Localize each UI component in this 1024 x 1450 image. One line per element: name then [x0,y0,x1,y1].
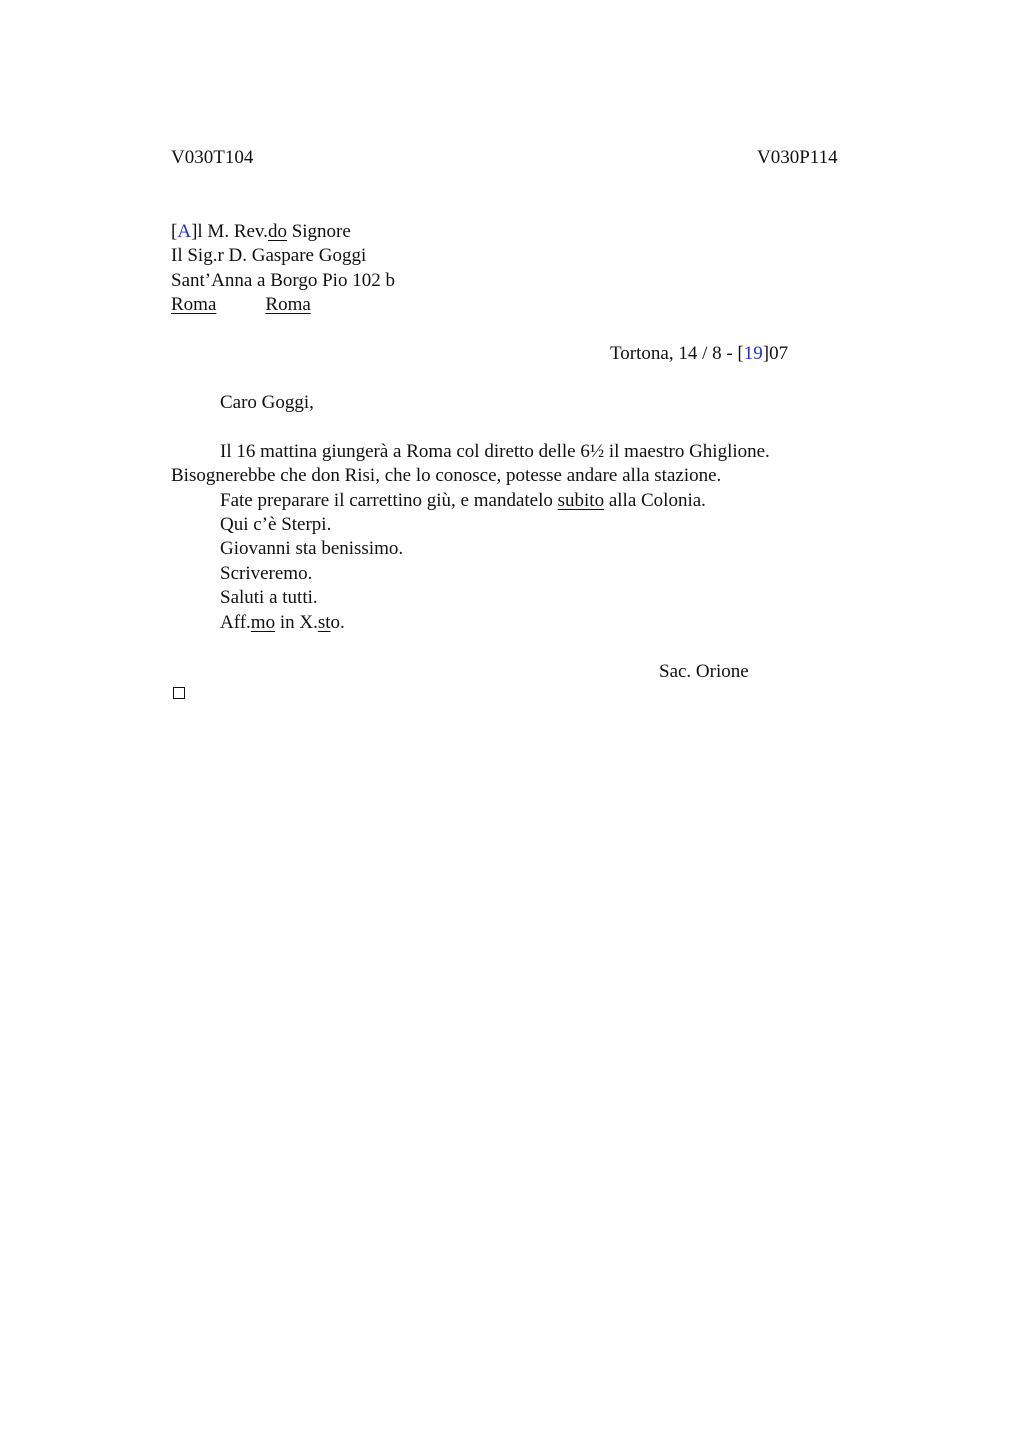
address-city-line [171,293,311,317]
body-paragraph-1-line-1: Il 16 mattina giungerà a Roma col diretto delle 6½ il maestro Ghiglione. [220,441,770,462]
salutation: Caro Goggi, [220,392,314,413]
bracket-close: ] [191,221,198,242]
underlined-abbreviation: do [267,221,287,242]
city-underlined: Roma [171,294,217,315]
closing-formula [220,611,345,635]
signature: Sac. Orione [659,661,749,682]
body-paragraph-2 [220,489,706,513]
document-code-left: V030T104 [171,147,254,168]
address-line-3: Sant’Anna a Borgo Pio 102 b [171,270,395,291]
underlined-word: subito [557,490,605,511]
city-underlined: Roma [265,294,311,315]
editorial-restoration: 19 [743,343,763,364]
body-paragraph-5: Scriveremo. [220,563,313,584]
dateline [610,342,788,366]
dateline-text: ]07 [762,343,789,364]
body-paragraph-4: Giovanni sta benissimo. [220,538,404,559]
body-text: Fate preparare il carrettino giù, e mandatelo [220,490,558,511]
bracket-open: [ [171,221,178,242]
closing-text: in X. [275,612,318,633]
editorial-restoration: A [177,221,192,242]
body-paragraph-3: Qui c’è Sterpi. [220,514,332,535]
address-text: Signore [286,221,351,242]
dateline-text: Tortona, 14 / 8 - [ [610,343,744,364]
underlined-abbreviation: mo [250,612,276,633]
document-code-right: V030P114 [757,147,838,168]
end-of-document-box-icon [173,687,185,699]
body-paragraph-1-line-2: Bisognerebbe che don Risi, che lo conosce, potesse andare alla stazione. [171,465,722,486]
closing-text: Aff. [220,612,251,633]
address-line-1 [171,220,351,244]
body-paragraph-6: Saluti a tutti. [220,587,318,608]
closing-text: o. [330,612,345,633]
body-text: alla Colonia. [604,490,706,511]
underlined-abbreviation: st [317,612,331,633]
address-text: l M. Rev. [197,221,268,242]
address-line-2: Il Sig.r D. Gaspare Goggi [171,245,367,266]
